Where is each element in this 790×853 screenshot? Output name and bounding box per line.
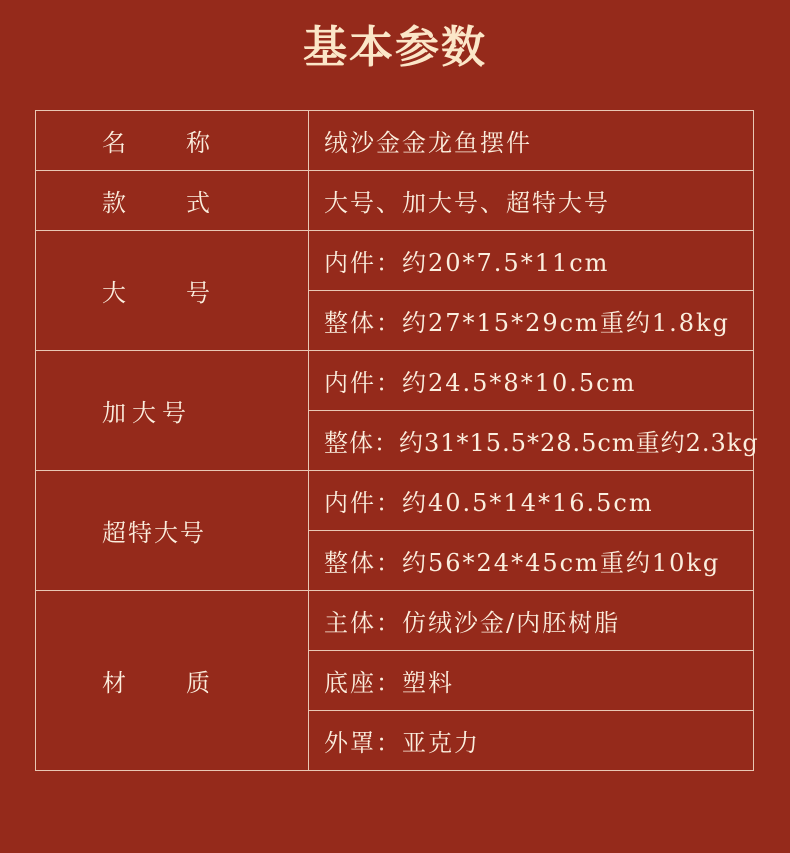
table-row <box>36 111 754 171</box>
row-label-xlarge <box>36 351 309 471</box>
row-label-material <box>36 591 309 771</box>
label-text: 超特大号 <box>102 519 206 547</box>
table-row <box>36 351 754 411</box>
row-label-xxlarge <box>36 471 309 591</box>
row-value-material-base: 底座：塑料 <box>309 651 754 711</box>
row-value-material-body: 主体：仿绒沙金/内胚树脂 <box>309 591 754 651</box>
row-value-xxlarge-inner: 内件：约40.5*14*16.5cm <box>309 471 754 531</box>
page-title: 基本参数 <box>303 22 487 73</box>
row-label-large <box>36 231 309 351</box>
table-row <box>36 471 754 531</box>
row-label-style <box>36 171 309 231</box>
row-label-name <box>36 111 309 171</box>
row-value-large-inner: 内件：约20*7.5*11cm <box>309 231 754 291</box>
label-text: 名 称 <box>102 129 228 157</box>
row-value-xlarge-inner: 内件：约24.5*8*10.5cm <box>309 351 754 411</box>
row-value-xxlarge-whole: 整体：约56*24*45cm重约10kg <box>309 531 754 591</box>
table-row <box>36 591 754 651</box>
row-value-name: 绒沙金金龙鱼摆件 <box>309 111 754 171</box>
parameters-table <box>35 110 759 771</box>
table-row <box>36 171 754 231</box>
label-text: 大 号 <box>102 279 228 307</box>
row-value-xlarge-whole: 整体：约31*15.5*28.5cm重约2.3kg <box>309 411 754 471</box>
row-value-large-whole: 整体：约27*15*29cm重约1.8kg <box>309 291 754 351</box>
label-text: 材 质 <box>102 669 228 697</box>
row-value-style: 大号、加大号、超特大号 <box>309 171 754 231</box>
label-text: 款 式 <box>102 189 228 217</box>
table-row <box>36 231 754 291</box>
row-value-material-cover: 外罩：亚克力 <box>309 711 754 771</box>
label-text: 加大号 <box>102 399 192 427</box>
